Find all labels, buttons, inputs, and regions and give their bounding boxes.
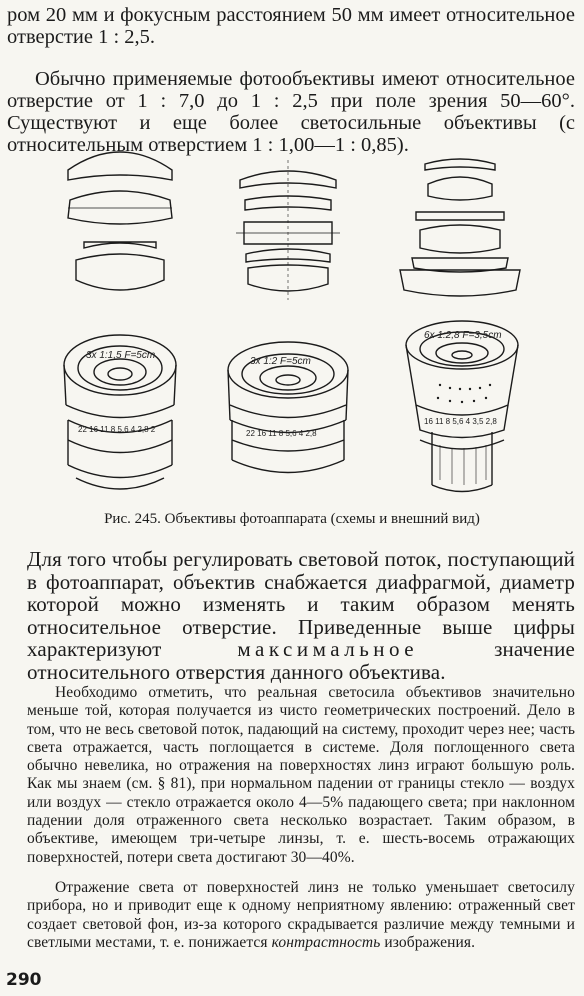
lens-3-scale: 16 11 8 5,6 4 3,5 2,8 <box>424 417 497 426</box>
paragraph-5-text-c: изображения. <box>384 933 476 951</box>
emphasis-contrast: контрастность <box>271 933 381 951</box>
emphasis-maximal: максимальное <box>237 637 419 662</box>
page-number: 290 <box>6 970 42 990</box>
lenses-illustration <box>40 140 550 500</box>
paragraph-3-text-a: Для того чтобы регулировать световой поток, поступающий в фотоаппарат, объектив снабжается диафрагмой, диаметр которой можно изменять и таким образом менять относительное отверстие. Приведенные выше цифры характеризуют <box>27 547 575 662</box>
paragraph-1: ром 20 мм и фокусным расстоянием 50 мм имеет относительное отверстие 1 : 2,5. <box>7 4 575 48</box>
paragraph-2: Обычно применяемые фотообъективы имеют относительное отверстие от 1 : 7,0 до 1 : 2,5 при поле зрения 50—60°. Существуют и еще более светосильные объективы (с относительным отверстием 1 : 1,00—1 : 0,85). <box>7 68 575 156</box>
lens-1-label: 3x 1:1,5 F=5cm <box>86 350 156 361</box>
paragraph-5 <box>27 879 575 952</box>
paragraph-3-text-c: значение относительного отверстия данного объектива. <box>27 637 575 684</box>
paragraph-4: Необходимо отметить, что реальная светосила объективов значительно меньше той, которая получается из чисто геометрических построений. Дело в том, что не весь световой поток, падающий на систему, проходит через нее; часть света отражается, часть поглощается в системе. Доля поглощенного света обычно невелика, но отражения на поверхностях линз играют большую роль. Как мы знаем (см. § 81), при нормальном падении от границы стекло — воздух или воздух — стекло отражается около 4—5% падающего света; при наклонном падении доля отраженного света несколько возрастает. Таким образом, в объективе, имеющем три-четыре линзы, т. е. шесть-восемь отражающих поверхностей, потери света достигают 30—40%. <box>27 684 575 866</box>
figure-lenses <box>40 140 550 500</box>
lens-2-scale: 22 16 11 8 5,6 4 2,8 <box>246 429 317 438</box>
paragraph-5-text-a: Отражение света от поверхностей линз не только уменьшает светосилу прибора, но и приводит еще к одному неприятному явлению: отраженный свет создает световой фон, из-за которого скрадывается различие между темными и светлыми местами, т. е. понижается <box>27 879 575 951</box>
lens-1-scale: 22 16 11 8 5,6 4 2,8 2 <box>78 425 156 434</box>
lens-photo-3 <box>406 321 518 492</box>
lens-3-label: 6x 1:2,8 F=3,5cm <box>424 330 502 341</box>
lens-schematic-2 <box>236 160 340 300</box>
lens-schematic-3 <box>400 159 520 296</box>
figure-caption: Рис. 245. Объективы фотоаппарата (схемы и внешний вид) <box>104 511 480 527</box>
paragraph-3 <box>27 548 575 684</box>
lens-2-label: 3x 1:2 F=5cm <box>250 356 311 367</box>
lens-schematic-1 <box>68 152 172 290</box>
